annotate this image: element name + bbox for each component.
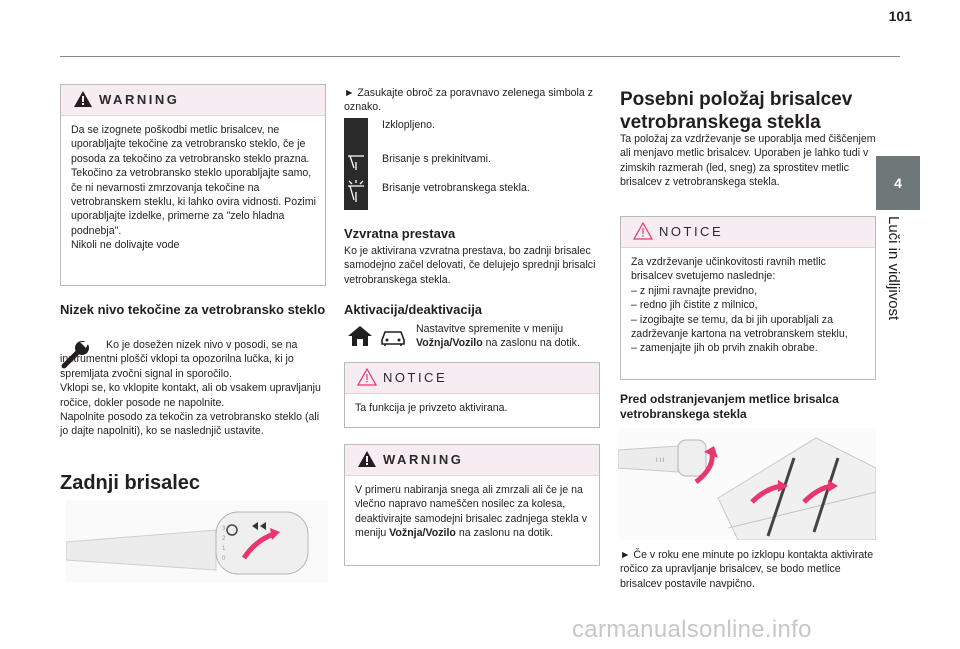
- svg-text:2: 2: [222, 536, 226, 542]
- chapter-tab[interactable]: 4: [876, 156, 920, 210]
- warning-text-2: [355, 483, 591, 541]
- low-level-text: Ko je dosežen nizek nivo v posodi, se na instrumentni plošči vklopi ta opozorilna lučka, ki jo spremljata zvočni signal in sporočilo. Vklopi se, ko vklopite kontakt, ali ob vsakem upravljanju ročice, dokler posode ne napolnite. Napolnite posodo za tekočin za vetrobransko steklo (ali jo dajte napolniti), ko se naslednjič ustavite.: [60, 339, 321, 438]
- warning-title: WARNING: [99, 92, 180, 107]
- section-title-activation: Aktivacija/deaktivacija: [344, 302, 483, 317]
- watermark: carmanualsonline.info: [572, 616, 812, 643]
- svg-text:3: 3: [222, 526, 226, 532]
- warning-box-washer: [60, 84, 326, 286]
- windscreen-wash-icon: [344, 176, 368, 210]
- warning-menu-drive: Vožnja: [389, 527, 423, 540]
- notice-text: Ta funkcija je privzeto aktivirana.: [355, 402, 508, 414]
- notice-box-maintenance: [620, 216, 876, 380]
- warning-text-2-part2: na zaslonu na dotik.: [455, 527, 554, 540]
- svg-text:0: 0: [222, 556, 226, 562]
- notice-header: [345, 363, 599, 394]
- notice-text-2: Za vzdrževanje učinkovitosti ravnih metlic brisalcev svetujemo naslednje: – z njimi ravnajte previdno, – redno jih čistite z milnico, – izogibajte se temu, da bi jih uporabljali za zadrževanje kartona na vetrobranskem steklu, – zamenjajte jih ob prvih znakih obrabe.: [631, 256, 848, 355]
- notice-box-default: [344, 362, 600, 428]
- wiper-mode-intermittent: Brisanje s prekinitvami.: [382, 153, 491, 165]
- activation-text-part2: na zaslonu na dotik.: [482, 337, 580, 350]
- vertical-position-instruction: ► Če v roku ene minute po izklopu kontakta aktivirate ročico za upravljanje brisalcev, se bodo metlice brisalcev postavile navpično.: [620, 549, 874, 590]
- warning-header-2: [345, 445, 599, 476]
- activation-text: [416, 322, 602, 351]
- special-position-text: Ta položaj za vzdrževanje se uporablja med čiščenjem ali menjavo metlic brisalcev. Uporaben je lahko tudi v zimskih razmerah (led, sneg) za sprostitev metlic brisalcev z vetrobranskega stekla.: [620, 133, 876, 189]
- warning-title-2: WARNING: [383, 452, 464, 467]
- notice-title-2: NOTICE: [659, 224, 724, 239]
- warning-text-2-part1: V primeru nabiranja snega ali zmrzali ali če je na vlečno napravo nameščen nosilec za kolesa, deaktivirajte samodejni brisalec zadnjega stekla v meniju: [355, 484, 588, 540]
- warning-header: [61, 85, 325, 116]
- reverse-gear-text: Ko je aktivirana vzvratna prestava, bo zadnji brisalec samodejno začel delovati, če delujejo sprednji brisalci vetrobranskega stekla.: [344, 245, 596, 286]
- home-icon: [346, 324, 374, 348]
- menu-slash: /: [449, 337, 453, 350]
- rear-wiper-stalk-illustration: [66, 500, 328, 582]
- warning-menu-vehicle: Vozilo: [425, 527, 456, 540]
- section-title-reverse-gear: Vzvratna prestava: [344, 226, 456, 241]
- menu-drive-label: Vožnja: [416, 337, 450, 350]
- notice-triangle-icon: [357, 368, 377, 386]
- chapter-title: [882, 216, 922, 346]
- page-number: 101: [888, 8, 912, 24]
- notice-triangle-icon: [633, 222, 653, 240]
- menu-vehicle-label: Vozilo: [452, 337, 483, 350]
- wiper-intermittent-icon: [344, 148, 368, 176]
- chapter-title-text: Luči in vidljivost: [885, 216, 902, 321]
- warning-text: Da se izognete poškodbi metlic brisalcev, ne uporabljajte tekočine za vetrobransko steklo, če je posoda za tekočino za vetrobransko steklo prazna. Tekočino za vetrobransko steklo uporabljajte samo, če ni nevarnosti zmrzovanja tekočine na vetrobranskem steklu, ki lahko ovira vidnosti. Pozimi uporabljajte izdelke, primerne za "zelo hladna podnebja". Nikoli ne dolivajte vode: [71, 124, 316, 252]
- warning-triangle-icon: [357, 450, 377, 468]
- wiper-mode-off: Izklopljeno.: [382, 119, 435, 131]
- warning-triangle-icon: [73, 90, 93, 108]
- wiper-mode-wash: Brisanje vetrobranskega stekla.: [382, 182, 530, 194]
- wiper-off-icon: [344, 118, 368, 150]
- header-divider: [60, 56, 900, 57]
- section-title-before-removal: Pred odstranjevanjem metlice brisalca vetrobranskega stekla: [620, 392, 839, 421]
- svg-text:1: 1: [222, 546, 226, 552]
- notice-title: NOTICE: [383, 370, 448, 385]
- activation-text-part1: Nastavitve spremenite v meniju: [416, 323, 564, 335]
- windscreen-wiper-illustration: [618, 428, 876, 540]
- car-settings-icon: [378, 324, 408, 348]
- warning-box-rear-wiper: [344, 444, 600, 566]
- section-title-rear-wiper: Zadnji brisalec: [60, 472, 201, 494]
- svg-text:I I I: I I I: [656, 458, 665, 464]
- rotate-ring-instruction: ► Zasukajte obroč za poravnavo zelenega simbola z oznako.: [344, 87, 593, 114]
- warning-menu-slash: /: [422, 527, 426, 540]
- section-title-low-level: Nizek nivo tekočine za vetrobransko steklo: [60, 302, 326, 317]
- notice-header-2: [621, 217, 875, 248]
- section-title-special-position: Posebni položaj brisalcev vetrobranskega stekla: [620, 89, 853, 133]
